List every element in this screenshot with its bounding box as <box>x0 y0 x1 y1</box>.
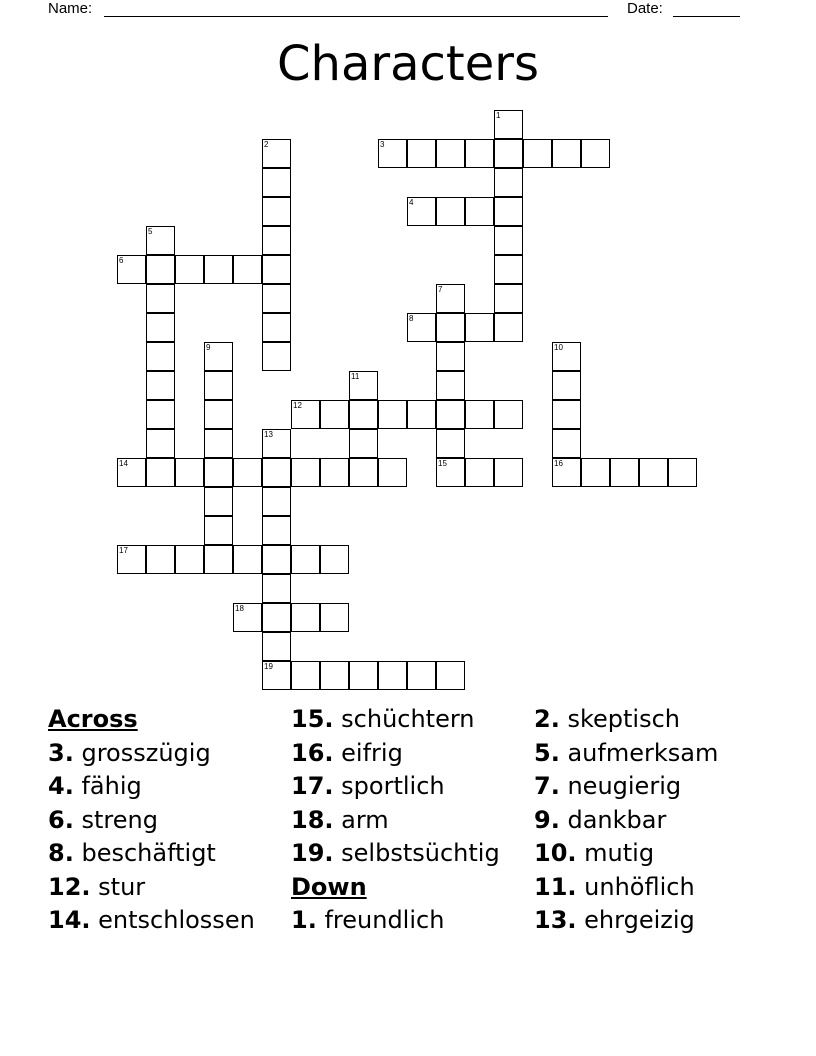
clue-item <box>534 804 718 838</box>
grid-cell[interactable] <box>378 400 407 429</box>
grid-cell[interactable] <box>291 603 320 632</box>
grid-cell[interactable] <box>494 313 523 342</box>
grid-cell-17[interactable] <box>117 545 146 574</box>
grid-cell[interactable] <box>146 342 175 371</box>
grid-cell-4[interactable] <box>407 197 436 226</box>
cell-number: 16 <box>554 459 563 468</box>
grid-cell-10[interactable] <box>552 342 581 371</box>
grid-cell[interactable] <box>552 429 581 458</box>
clue-text: eifrig <box>341 738 403 767</box>
clue-number: 12. <box>48 872 91 901</box>
cell-number: 5 <box>148 227 153 236</box>
cell-number: 10 <box>554 343 563 352</box>
grid-cell[interactable] <box>610 458 639 487</box>
grid-cell[interactable] <box>262 168 291 197</box>
clue-item <box>48 770 255 804</box>
grid-cell[interactable] <box>262 487 291 516</box>
clue-number: 2. <box>534 705 560 733</box>
grid-cell-8[interactable] <box>407 313 436 342</box>
grid-cell[interactable] <box>349 661 378 690</box>
grid-cell[interactable] <box>146 371 175 400</box>
clue-number: 3. <box>48 738 74 767</box>
grid-cell[interactable] <box>233 458 262 487</box>
clue-text: neugierig <box>567 772 682 800</box>
grid-cell[interactable] <box>204 371 233 400</box>
cell-number: 11 <box>351 372 360 381</box>
clue-number: 17. <box>291 772 334 800</box>
clue-number: 13. <box>534 906 577 934</box>
clue-item <box>534 703 718 737</box>
grid-cell[interactable] <box>349 458 378 487</box>
grid-cell[interactable] <box>146 313 175 342</box>
grid-cell[interactable] <box>581 139 610 168</box>
grid-cell[interactable] <box>494 458 523 487</box>
clue-number: 5. <box>534 738 560 767</box>
grid-cell[interactable] <box>204 458 233 487</box>
clue-text: arm <box>341 805 389 834</box>
cell-number: 1 <box>496 111 501 120</box>
cell-number: 8 <box>409 314 414 323</box>
clue-text: stur <box>98 872 146 901</box>
grid-cell[interactable] <box>494 197 523 226</box>
grid-cell[interactable] <box>320 545 349 574</box>
grid-cell[interactable] <box>146 458 175 487</box>
grid-cell[interactable] <box>349 400 378 429</box>
grid-cell[interactable] <box>407 139 436 168</box>
clue-text: beschäftigt <box>81 839 216 867</box>
grid-cell[interactable] <box>378 458 407 487</box>
cell-number: 9 <box>206 343 211 352</box>
grid-cell[interactable] <box>320 458 349 487</box>
grid-cell[interactable] <box>204 545 233 574</box>
grid-cell[interactable] <box>436 342 465 371</box>
grid-cell-18[interactable] <box>233 603 262 632</box>
cell-number: 14 <box>119 459 128 468</box>
grid-cell[interactable] <box>552 400 581 429</box>
grid-cell[interactable] <box>146 400 175 429</box>
clue-text: unhöflich <box>584 872 695 901</box>
grid-cell-16[interactable] <box>552 458 581 487</box>
clue-item <box>534 904 718 938</box>
grid-cell[interactable] <box>262 226 291 255</box>
grid-cell[interactable] <box>494 255 523 284</box>
grid-cell-13[interactable] <box>262 429 291 458</box>
grid-cell-19[interactable] <box>262 661 291 690</box>
clue-column-3 <box>534 703 718 938</box>
clue-text: sportlich <box>341 772 445 800</box>
date-label: Date: <box>627 0 663 17</box>
grid-cell[interactable] <box>581 458 610 487</box>
grid-cell[interactable] <box>465 313 494 342</box>
grid-cell[interactable] <box>262 574 291 603</box>
clue-number: 15. <box>291 705 334 733</box>
clue-item <box>48 904 255 938</box>
clue-number: 16. <box>291 738 334 767</box>
grid-cell[interactable] <box>262 545 291 574</box>
clue-text: ehrgeizig <box>584 906 695 934</box>
grid-cell-3[interactable] <box>378 139 407 168</box>
grid-cell[interactable] <box>494 226 523 255</box>
cell-number: 6 <box>119 256 124 265</box>
grid-cell[interactable] <box>639 458 668 487</box>
grid-cell[interactable] <box>262 603 291 632</box>
clue-number: 19. <box>291 839 334 867</box>
cell-number: 12 <box>293 401 302 410</box>
grid-cell[interactable] <box>204 516 233 545</box>
grid-cell[interactable] <box>204 429 233 458</box>
grid-cell[interactable] <box>204 400 233 429</box>
grid-cell[interactable] <box>146 545 175 574</box>
grid-cell[interactable] <box>436 197 465 226</box>
clue-text: streng <box>81 805 158 834</box>
clue-column-1 <box>48 703 255 938</box>
grid-cell[interactable] <box>233 545 262 574</box>
grid-cell[interactable] <box>204 255 233 284</box>
cell-number: 2 <box>264 140 269 149</box>
clue-item <box>48 804 255 838</box>
grid-cell[interactable] <box>175 255 204 284</box>
clue-text: schüchtern <box>341 705 475 733</box>
grid-cell-7[interactable] <box>436 284 465 313</box>
grid-cell-15[interactable] <box>436 458 465 487</box>
grid-cell-14[interactable] <box>117 458 146 487</box>
grid-cell-5[interactable] <box>146 226 175 255</box>
grid-cell[interactable] <box>262 284 291 313</box>
grid-cell[interactable] <box>436 371 465 400</box>
grid-cell-1[interactable] <box>494 110 523 139</box>
clue-text: selbstsüchtig <box>341 839 500 867</box>
clue-item <box>291 904 500 938</box>
clue-item <box>291 837 500 871</box>
clue-text: fähig <box>81 772 142 800</box>
grid-cell[interactable] <box>552 371 581 400</box>
clue-item <box>534 871 718 905</box>
grid-cell[interactable] <box>146 429 175 458</box>
grid-cell[interactable] <box>320 603 349 632</box>
grid-cell[interactable] <box>146 255 175 284</box>
clue-number: 14. <box>48 906 91 934</box>
grid-cell[interactable] <box>320 661 349 690</box>
grid-cell[interactable] <box>465 197 494 226</box>
clue-item <box>48 871 255 905</box>
grid-cell[interactable] <box>262 313 291 342</box>
clue-text: grosszügig <box>81 738 211 767</box>
grid-cell[interactable] <box>436 400 465 429</box>
grid-cell[interactable] <box>494 139 523 168</box>
grid-cell[interactable] <box>494 168 523 197</box>
clue-item <box>534 837 718 871</box>
grid-cell[interactable] <box>320 400 349 429</box>
grid-cell[interactable] <box>407 400 436 429</box>
clue-item <box>534 737 718 771</box>
cell-number: 4 <box>409 198 414 207</box>
clue-item <box>291 804 500 838</box>
grid-cell[interactable] <box>291 458 320 487</box>
clue-number: 7. <box>534 772 560 800</box>
clue-number: 11. <box>534 872 577 901</box>
clue-text: dankbar <box>567 805 667 834</box>
cell-number: 19 <box>264 662 273 671</box>
grid-cell[interactable] <box>465 458 494 487</box>
clue-item <box>291 770 500 804</box>
clue-column-2 <box>291 703 500 938</box>
grid-cell[interactable] <box>407 661 436 690</box>
clue-text: skeptisch <box>567 705 681 733</box>
grid-cell[interactable] <box>262 342 291 371</box>
grid-cell[interactable] <box>233 255 262 284</box>
clue-item <box>291 703 500 737</box>
clue-number: 18. <box>291 805 334 834</box>
grid-cell[interactable] <box>523 139 552 168</box>
grid-cell[interactable] <box>262 197 291 226</box>
grid-cell[interactable] <box>262 632 291 661</box>
grid-cell[interactable] <box>436 313 465 342</box>
grid-cell[interactable] <box>494 400 523 429</box>
clue-item <box>48 737 255 771</box>
grid-cell[interactable] <box>378 661 407 690</box>
cell-number: 3 <box>380 140 385 149</box>
down-heading: Down <box>291 872 367 901</box>
grid-cell-2[interactable] <box>262 139 291 168</box>
grid-cell[interactable] <box>349 429 378 458</box>
grid-cell[interactable] <box>262 255 291 284</box>
clue-number: 10. <box>534 839 577 867</box>
grid-cell-11[interactable] <box>349 371 378 400</box>
grid-cell[interactable] <box>262 516 291 545</box>
grid-cell[interactable] <box>291 545 320 574</box>
clue-number: 4. <box>48 772 74 800</box>
grid-cell[interactable] <box>146 284 175 313</box>
grid-cell-9[interactable] <box>204 342 233 371</box>
clue-number: 8. <box>48 839 74 867</box>
clue-number: 9. <box>534 805 560 834</box>
clue-text: freundlich <box>324 906 445 934</box>
grid-cell[interactable] <box>552 139 581 168</box>
clue-item <box>291 737 500 771</box>
grid-cell[interactable] <box>465 400 494 429</box>
cell-number: 7 <box>438 285 443 294</box>
clue-number: 6. <box>48 805 74 834</box>
grid-cell[interactable] <box>175 458 204 487</box>
across-heading: Across <box>48 705 138 733</box>
cell-number: 15 <box>438 459 447 468</box>
clue-item <box>48 837 255 871</box>
grid-cell[interactable] <box>494 284 523 313</box>
clue-item <box>534 770 718 804</box>
grid-cell[interactable] <box>291 661 320 690</box>
grid-cell[interactable] <box>204 487 233 516</box>
clue-text: entschlossen <box>98 906 255 934</box>
grid-cell[interactable] <box>175 545 204 574</box>
grid-cell[interactable] <box>436 139 465 168</box>
page-title: Characters <box>277 36 539 92</box>
grid-cell[interactable] <box>465 139 494 168</box>
clue-text: mutig <box>584 839 655 867</box>
name-label: Name: <box>48 0 93 17</box>
clue-text: aufmerksam <box>567 738 719 767</box>
cell-number: 13 <box>264 430 273 439</box>
grid-cell-12[interactable] <box>291 400 320 429</box>
grid-cell[interactable] <box>668 458 697 487</box>
cell-number: 17 <box>119 546 128 555</box>
grid-cell[interactable] <box>262 458 291 487</box>
grid-cell-6[interactable] <box>117 255 146 284</box>
grid-cell[interactable] <box>436 429 465 458</box>
grid-cell[interactable] <box>436 661 465 690</box>
clue-number: 1. <box>291 906 317 934</box>
cell-number: 18 <box>235 604 244 613</box>
